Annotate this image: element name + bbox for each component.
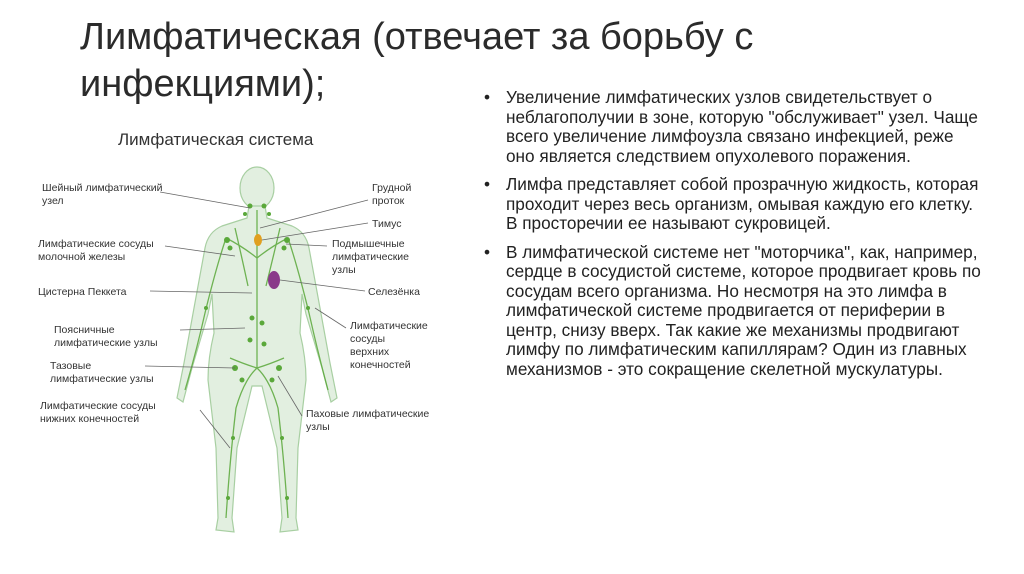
- label-pelvic-nodes: Тазовые лимфатические узлы: [50, 360, 154, 385]
- spleen-organ: [268, 271, 280, 289]
- bullet-item: [484, 88, 984, 166]
- label-inguinal-nodes: Паховые лимфатические узлы: [306, 408, 430, 433]
- bullet-item: [484, 175, 984, 234]
- label-axillary-nodes: Подмышечные лимфатические узлы: [332, 238, 409, 276]
- thymus-organ: [254, 234, 262, 246]
- slide-title: Лимфатическая (отвечает за борьбу с инфекциями);: [80, 16, 754, 105]
- figure-title: Лимфатическая система: [118, 130, 314, 149]
- label-thoracic-duct: Грудной проток: [372, 182, 412, 207]
- bullet-text: Лимфа представляет собой прозрачную жидкость, которая проходит через весь организм, омывая каждую его клетку. В просторечии ее называют сукровицей.: [506, 174, 979, 233]
- label-spleen: Селезёнка: [368, 286, 420, 298]
- bullet-text: В лимфатической системе нет "моторчика", как, например, сердце в сосудистой системе, которое продвигает кровь по сосудам всего организма. Но несмотря на это лимфа в лимфатической системе продвигается от периферии в центр, снизу вверх. Так какие же механизмы продвигают лимфу по лимфатическим капиллярам? Один из главных механизмов - это сокращение скелетной мускулатуры.: [506, 241, 981, 379]
- label-breast-vessels: Лимфатические сосуды молочной железы: [38, 238, 154, 263]
- bullet-marker: •: [484, 87, 491, 107]
- lymphatic-system-figure: [30, 118, 470, 558]
- label-thymus: Тимус: [372, 218, 402, 230]
- label-leg-vessels: Лимфатические сосуды нижних конечностей: [40, 400, 156, 425]
- bullet-text: Увеличение лимфатических узлов свидетельствует о неблагополучии в зоне, которую "обслуживает" узел. Чаще всего увеличение лимфоузла связано инфекцией, реже оно является следствием опухолевого поражения.: [506, 87, 978, 166]
- label-arm-vessels: Лимфатические сосуды верхних конечностей: [350, 320, 428, 371]
- label-neck-node: Шейный лимфатический узел: [42, 182, 163, 207]
- bullet-marker: •: [484, 174, 491, 194]
- bullet-list: [484, 88, 984, 388]
- bullet-item: [484, 243, 984, 380]
- bullet-marker: •: [484, 241, 491, 262]
- label-lumbar-nodes: Поясничные лимфатические узлы: [54, 324, 158, 349]
- label-cisterna: Цистерна Пеккета: [38, 286, 127, 298]
